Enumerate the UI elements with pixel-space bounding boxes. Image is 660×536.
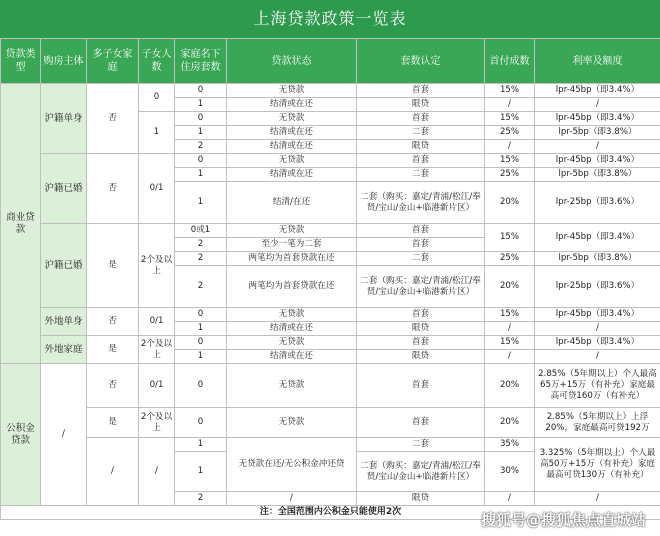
house-rating-cell: 首套 xyxy=(357,308,485,322)
down-payment-cell: 20% xyxy=(485,408,535,438)
children-cell: 0 xyxy=(139,84,175,112)
rate-cell: lpr-5bp（即3.8%） xyxy=(535,126,660,140)
house-rating-cell: 首套 xyxy=(357,238,485,252)
rate-cell: / xyxy=(535,492,660,506)
house-count-cell: 1 xyxy=(175,452,227,492)
house-count-cell: 1 xyxy=(175,168,227,182)
house-rating-cell: 首套 xyxy=(357,224,485,238)
multichild-cell: 是 xyxy=(87,336,139,364)
house-count-cell: 1 xyxy=(175,126,227,140)
house-count-cell: 1 xyxy=(175,438,227,452)
down-payment-cell: 15% xyxy=(485,84,535,98)
house-rating-cell: 首套 xyxy=(357,336,485,350)
down-payment-cell: 15% xyxy=(485,308,535,322)
down-payment-cell: 25% xyxy=(485,252,535,266)
house-count-cell: 1 xyxy=(175,182,227,224)
header-rate: 利率及额度 xyxy=(535,39,660,84)
loan-status-cell: 至少一笔为二套 xyxy=(227,238,357,252)
house-count-cell: 0 xyxy=(175,84,227,98)
house-rating-cell: 首套 xyxy=(357,84,485,98)
subject-cell: 沪籍单身 xyxy=(41,84,87,154)
table-row xyxy=(1,408,660,438)
subject-cell: / xyxy=(41,364,87,506)
loan-type-provident: 公积金贷款 xyxy=(1,364,41,506)
children-cell: / xyxy=(139,438,175,506)
rate-cell: / xyxy=(535,140,660,154)
subject-cell: 沪籍已婚 xyxy=(41,224,87,308)
house-count-cell: 0 xyxy=(175,112,227,126)
rate-cell: lpr-45bp（即3.4%） xyxy=(535,112,660,126)
table-header-row xyxy=(1,39,660,84)
down-payment-cell: / xyxy=(485,322,535,336)
down-payment-cell: 20% xyxy=(485,364,535,408)
table-row xyxy=(1,364,660,408)
house-count-cell: 2 xyxy=(175,140,227,154)
down-payment-cell: 15% xyxy=(485,112,535,126)
children-cell: 2个及以上 xyxy=(139,408,175,438)
loan-status-cell: 两笔均为首套贷款在还 xyxy=(227,252,357,266)
house-rating-cell: 二套（购买：嘉定/青浦/松江/奉贤/宝山/金山+临港新片区） xyxy=(357,452,485,492)
multichild-cell: 是 xyxy=(87,408,139,438)
house-rating-cell: 首套 xyxy=(357,154,485,168)
table-row xyxy=(1,438,660,452)
house-count-cell: 1 xyxy=(175,98,227,112)
house-count-cell: 0 xyxy=(175,154,227,168)
multichild-cell: 是 xyxy=(87,224,139,308)
house-rating-cell: 二套（购买：嘉定/青浦/松江/奉贤/宝山/金山+临港新片区） xyxy=(357,266,485,308)
rate-cell: 3.325%（5年期以上）个人最高50万+15万（有补充）家庭最高可贷130万（有补充） xyxy=(535,438,660,492)
rate-cell: / xyxy=(535,322,660,336)
page-title: 上海贷款政策一览表 xyxy=(0,0,660,38)
multichild-cell: 否 xyxy=(87,84,139,154)
house-count-cell: 0 xyxy=(175,308,227,322)
loan-status-cell: 无贷款在还/无公积金冲还贷 xyxy=(227,438,357,492)
down-payment-cell: / xyxy=(485,98,535,112)
rate-cell: lpr-25bp（即3.6%） xyxy=(535,182,660,224)
loan-status-cell: 结清或在还 xyxy=(227,126,357,140)
house-count-cell: 0 xyxy=(175,364,227,408)
watermark: 搜狐号@搜狐焦点直城站 xyxy=(480,511,646,529)
house-rating-cell: 限贷 xyxy=(357,492,485,506)
loan-status-cell: 无贷款 xyxy=(227,364,357,408)
loan-status-cell: 无贷款 xyxy=(227,308,357,322)
children-cell: 0/1 xyxy=(139,308,175,336)
house-count-cell: 2 xyxy=(175,266,227,308)
house-rating-cell: 限贷 xyxy=(357,140,485,154)
house-count-cell: 0 xyxy=(175,336,227,350)
rate-cell: lpr-5bp（即3.8%） xyxy=(535,252,660,266)
rate-cell: lpr-45bp（即3.4%） xyxy=(535,154,660,168)
rate-cell: lpr-5bp（即3.8%） xyxy=(535,168,660,182)
header-house-rating: 套数认定 xyxy=(357,39,485,84)
multichild-cell: / xyxy=(87,438,139,506)
children-cell: 2个及以上 xyxy=(139,336,175,364)
house-count-cell: 1 xyxy=(175,350,227,364)
table-row xyxy=(1,336,660,350)
loan-status-cell: 无贷款 xyxy=(227,408,357,438)
down-payment-cell: 15% xyxy=(485,224,535,252)
loan-status-cell: 结清或在还 xyxy=(227,168,357,182)
house-rating-cell: 首套 xyxy=(357,112,485,126)
house-count-cell: 0或1 xyxy=(175,224,227,238)
house-rating-cell: 二套 xyxy=(357,126,485,140)
rate-cell: lpr-45bp（即3.4%） xyxy=(535,224,660,252)
down-payment-cell: 25% xyxy=(485,168,535,182)
subject-cell: 外地家庭 xyxy=(41,336,87,364)
down-payment-cell: 20% xyxy=(485,182,535,224)
subject-cell: 沪籍已婚 xyxy=(41,154,87,224)
loan-status-cell: 两笔均为首套贷款在还 xyxy=(227,266,357,308)
table-row xyxy=(1,224,660,238)
multichild-cell: 否 xyxy=(87,154,139,224)
house-rating-cell: 二套 xyxy=(357,252,485,266)
table-row xyxy=(1,154,660,168)
header-loan-status: 贷款状态 xyxy=(227,39,357,84)
header-multichild: 多子女家庭 xyxy=(87,39,139,84)
house-rating-cell: 限贷 xyxy=(357,350,485,364)
loan-status-cell: 无贷款 xyxy=(227,224,357,238)
children-cell: 1 xyxy=(139,112,175,154)
rate-cell: lpr-45bp（即3.4%） xyxy=(535,308,660,322)
multichild-cell: 否 xyxy=(87,364,139,408)
header-subject: 购房主体 xyxy=(41,39,87,84)
house-rating-cell: 限贷 xyxy=(357,322,485,336)
table-row xyxy=(1,84,660,98)
loan-status-cell: 结清或在还 xyxy=(227,350,357,364)
house-rating-cell: 二套 xyxy=(357,438,485,452)
down-payment-cell: 20% xyxy=(485,266,535,308)
down-payment-cell: 30% xyxy=(485,452,535,492)
rate-cell: lpr-45bp（即3.4%） xyxy=(535,336,660,350)
subject-cell: 外地单身 xyxy=(41,308,87,336)
house-count-cell: 1 xyxy=(175,322,227,336)
down-payment-cell: 35% xyxy=(485,438,535,452)
house-count-cell: 2 xyxy=(175,492,227,506)
down-payment-cell: 15% xyxy=(485,154,535,168)
house-count-cell: 0 xyxy=(175,408,227,438)
house-count-cell: 2 xyxy=(175,238,227,252)
table-row xyxy=(1,308,660,322)
down-payment-cell: 25% xyxy=(485,126,535,140)
house-rating-cell: 首套 xyxy=(357,408,485,438)
loan-status-cell: 无贷款 xyxy=(227,336,357,350)
header-down-payment: 首付成数 xyxy=(485,39,535,84)
multichild-cell: 否 xyxy=(87,308,139,336)
loan-status-cell: 无贷款 xyxy=(227,112,357,126)
loan-status-cell: 结清或在还 xyxy=(227,140,357,154)
header-house-count: 家庭名下住房套数 xyxy=(175,39,227,84)
loan-status-cell: 无贷款 xyxy=(227,84,357,98)
house-rating-cell: 限贷 xyxy=(357,98,485,112)
down-payment-cell: / xyxy=(485,492,535,506)
rate-cell: lpr-25bp（即3.6%） xyxy=(535,266,660,308)
children-cell: 2个及以上 xyxy=(139,224,175,308)
footnote: 注：全国范围内公积金只能使用2次 xyxy=(1,506,660,520)
header-loan-type: 贷款类型 xyxy=(1,39,41,84)
header-children: 子女人数 xyxy=(139,39,175,84)
children-cell: 0/1 xyxy=(139,364,175,408)
rate-cell: / xyxy=(535,98,660,112)
down-payment-cell: / xyxy=(485,140,535,154)
rate-cell: 2.85%（5年期以上）个人最高65万+15万（有补充）家庭最高可贷160万（有补充） xyxy=(535,364,660,408)
loan-status-cell: 结清或在还 xyxy=(227,322,357,336)
loan-type-commercial: 商业贷款 xyxy=(1,84,41,364)
house-rating-cell: 二套 xyxy=(357,168,485,182)
loan-status-cell: 结清/在还 xyxy=(227,182,357,224)
loan-status-cell: 无贷款 xyxy=(227,154,357,168)
down-payment-cell: 15% xyxy=(485,336,535,350)
children-cell: 0/1 xyxy=(139,154,175,224)
policy-table xyxy=(0,38,660,520)
rate-cell: 2.85%（5年期以上）上浮20%，家庭最高可贷192万 xyxy=(535,408,660,438)
rate-cell: lpr-45bp（即3.4%） xyxy=(535,84,660,98)
house-count-cell: 2 xyxy=(175,252,227,266)
loan-status-cell: / xyxy=(227,492,357,506)
rate-cell: / xyxy=(535,350,660,364)
loan-status-cell: 结清或在还 xyxy=(227,98,357,112)
house-rating-cell: 首套 xyxy=(357,364,485,408)
down-payment-cell: / xyxy=(485,350,535,364)
house-rating-cell: 二套（购买：嘉定/青浦/松江/奉贤/宝山/金山+临港新片区） xyxy=(357,182,485,224)
